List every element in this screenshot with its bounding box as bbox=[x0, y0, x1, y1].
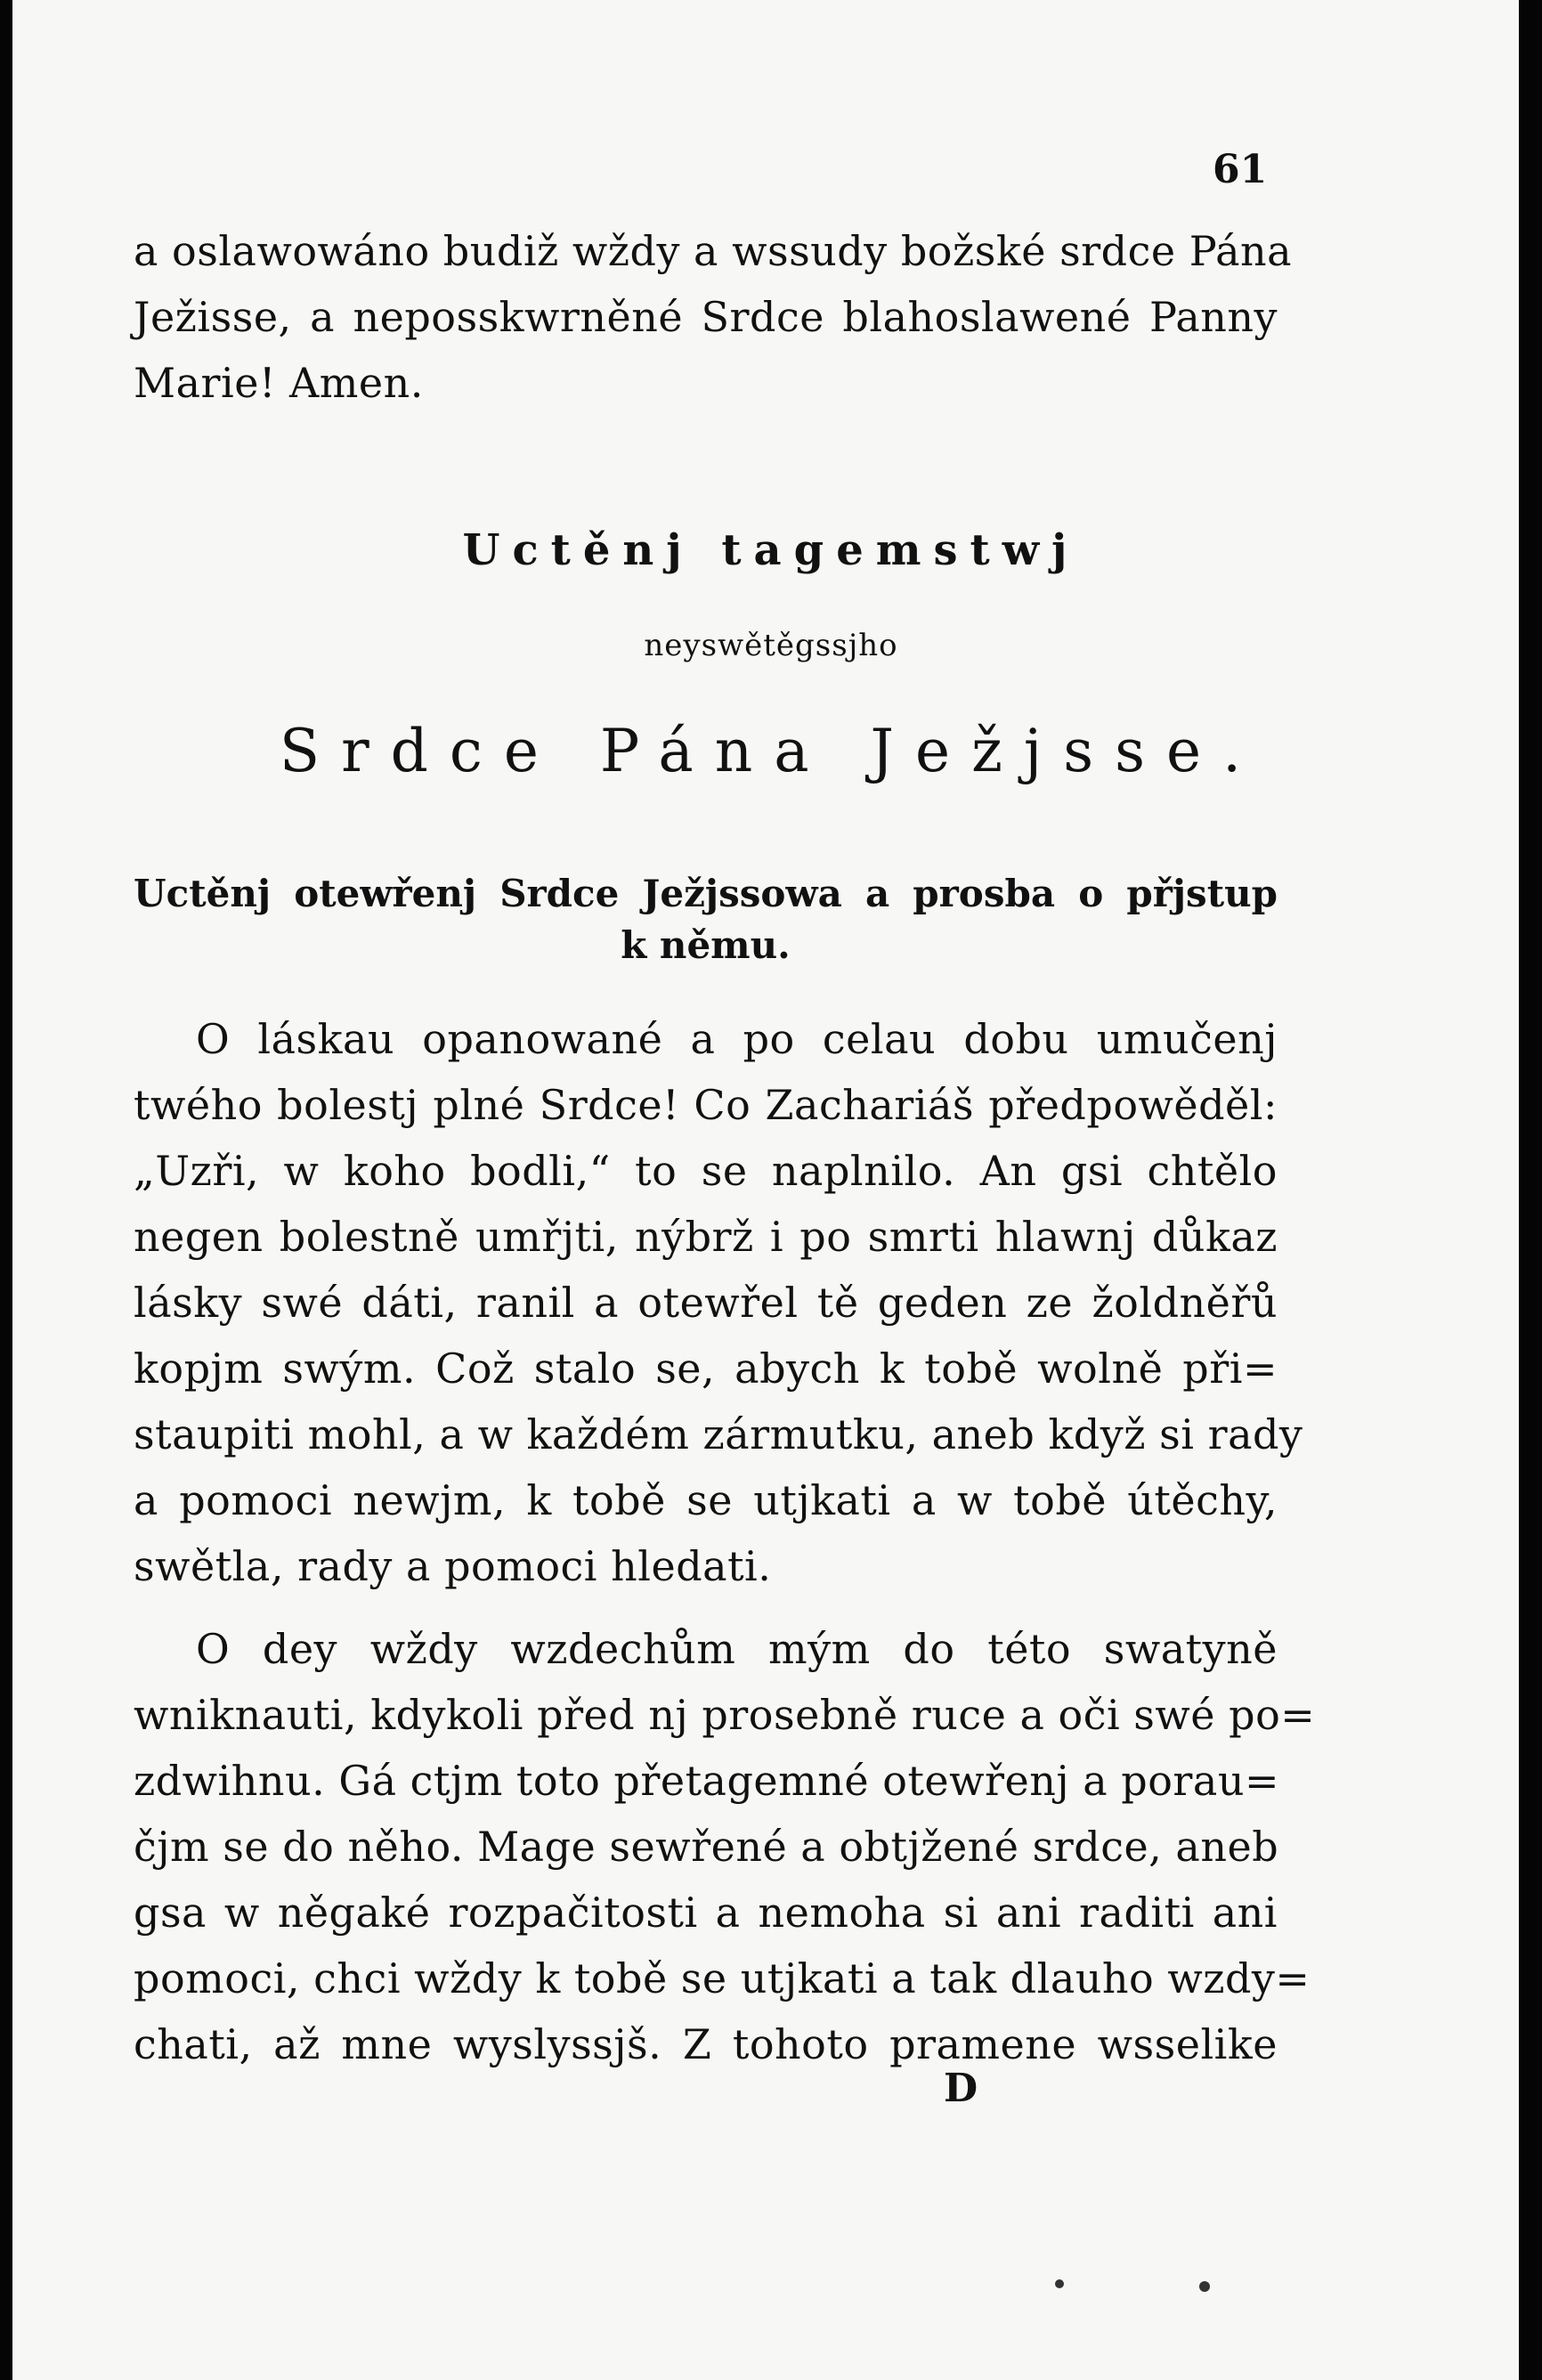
catchword: D bbox=[944, 2066, 978, 2111]
text-line: O dey wždy wzdechům mým do této swatyně bbox=[196, 1625, 1278, 1673]
text-line: negen bolestně umřjti, nýbrž i po smrti hlawnj důkaz bbox=[134, 1213, 1278, 1261]
section-heading-line: k němu. bbox=[621, 923, 791, 967]
text-line: gsa w něgaké rozpačitosti a nemoha si ani raditi ani bbox=[134, 1889, 1278, 1937]
text-line: Marie! Amen. bbox=[134, 359, 424, 407]
opening-text bbox=[134, 218, 1293, 416]
text-line: „Uzři, w koho bodli,“ to se naplnilo. An gsi chtělo bbox=[134, 1147, 1278, 1195]
paragraph-1 bbox=[134, 1006, 1303, 1599]
text-line: swětla, rady a pomoci hledati. bbox=[134, 1542, 772, 1590]
text-line: chati, až mne wyslyssjš. Z tohoto pramene wsselike bbox=[134, 2020, 1278, 2068]
text-line: staupiti mohl, a w každém zármutku, aneb když si rady bbox=[134, 1410, 1303, 1458]
title-line-3: Srdce Pána Ježjsse. bbox=[279, 717, 1263, 785]
text-line: čjm se do něho. Mage sewřené a obtjžené srdce, aneb bbox=[134, 1823, 1279, 1871]
text-line: kopjm swým. Což stalo se, abych k tobě wolně při= bbox=[134, 1344, 1278, 1393]
paragraph-2 bbox=[134, 1616, 1316, 2077]
text-line: O láskau opanowané a po celau dobu umučenj bbox=[196, 1015, 1278, 1063]
text-line: a pomoci newjm, k tobě se utjkati a w tobě útěchy, bbox=[134, 1476, 1278, 1524]
section-heading-line: Uctěnj otewřenj Srdce Ježjssowa a prosba o přjstup bbox=[134, 872, 1278, 915]
page-number: 61 bbox=[1213, 147, 1268, 192]
text-line: zdwihnu. Gá ctjm toto přetagemné otewřenj a porau= bbox=[134, 1757, 1280, 1805]
text-line: pomoci, chci wždy k tobě se utjkati a tak dlauho wzdy= bbox=[134, 1954, 1311, 2002]
ink-speck bbox=[1199, 2281, 1210, 2292]
scan-edge-left bbox=[0, 0, 12, 2380]
text-line: wniknauti, kdykoli před nj prosebně ruce a oči swé po= bbox=[134, 1691, 1316, 1739]
section-heading bbox=[134, 868, 1278, 971]
text-line: lásky swé dáti, ranil a otewřel tě geden ze žoldněřů bbox=[134, 1279, 1278, 1327]
text-line: twého bolestj plné Srdce! Co Zachariáš předpowěděl: bbox=[134, 1081, 1278, 1129]
text-line: Ježisse, a neposskwrněné Srdce blahoslawené Panny bbox=[134, 293, 1278, 341]
title-line-2: neyswětěgssjho bbox=[644, 628, 898, 663]
ink-speck bbox=[1055, 2279, 1064, 2288]
title-line-1: Uctěnj tagemstwj bbox=[462, 525, 1080, 575]
text-line: a oslawowáno budiž wždy a wssudy božské srdce Pána bbox=[134, 227, 1293, 275]
scan-edge-right bbox=[1519, 0, 1542, 2380]
